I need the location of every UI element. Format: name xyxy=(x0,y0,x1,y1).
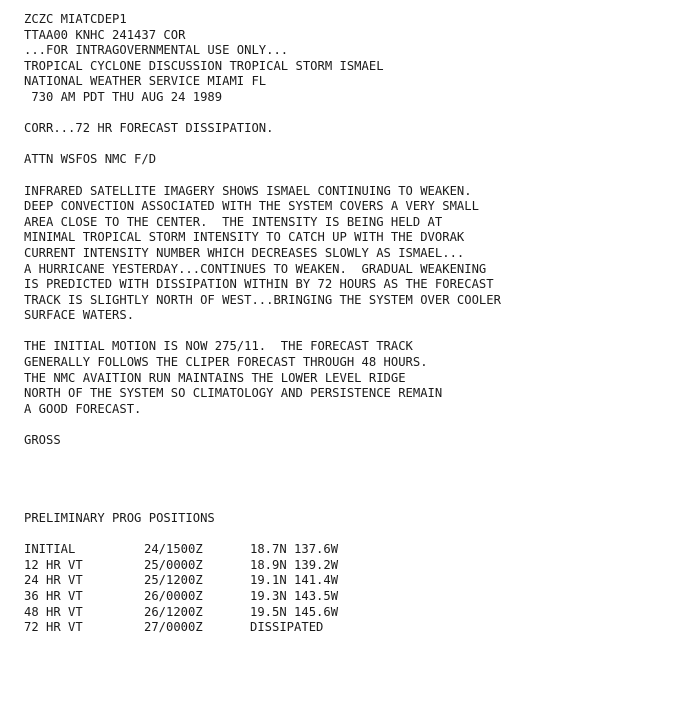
forecast-label: 24 HR VT xyxy=(24,573,83,588)
forecast-label: 36 HR VT xyxy=(24,588,83,603)
table-row xyxy=(24,542,679,558)
paragraph-line: CURRENT INTENSITY NUMBER WHICH DECREASES SLOWLY AS ISMAEL... xyxy=(24,245,465,260)
forecast-position: 18.7N 137.6W xyxy=(250,542,339,557)
forecast-time: 26/1200Z xyxy=(144,604,203,619)
paragraph-line: A HURRICANE YESTERDAY...CONTINUES TO WEAKEN. GRADUAL WEAKENING xyxy=(24,261,487,276)
paragraph-line: MINIMAL TROPICAL STORM INTENSITY TO CATCH UP WITH THE DVORAK xyxy=(24,230,465,245)
header-line: TROPICAL CYCLONE DISCUSSION TROPICAL STORM ISMAEL xyxy=(24,58,384,73)
forecast-time: 25/0000Z xyxy=(144,557,203,572)
discussion-paragraph-2 xyxy=(24,339,679,417)
paragraph-line: IS PREDICTED WITH DISSIPATION WITHIN BY 72 HOURS AS THE FORECAST xyxy=(24,277,494,292)
paragraph-line: THE NMC AVAITION RUN MAINTAINS THE LOWER LEVEL RIDGE xyxy=(24,370,406,385)
forecast-time: 24/1500Z xyxy=(144,542,203,557)
attention-line: ATTN WSFOS NMC F/D xyxy=(24,152,157,167)
paragraph-line: GENERALLY FOLLOWS THE CLIPER FORECAST THROUGH 48 HOURS. xyxy=(24,355,428,370)
forecast-label: INITIAL xyxy=(24,542,76,557)
header-line: ZCZC MIATCDEP1 xyxy=(24,12,127,26)
paragraph-line: A GOOD FORECAST. xyxy=(24,401,142,416)
spacer xyxy=(24,449,679,496)
discussion-paragraph-1 xyxy=(24,184,679,324)
spacer xyxy=(24,527,679,543)
spacer xyxy=(24,417,679,433)
forecast-label: 48 HR VT xyxy=(24,604,83,619)
forecast-position: DISSIPATED xyxy=(250,620,324,635)
table-row xyxy=(24,558,679,574)
forecast-position: 19.3N 143.5W xyxy=(250,588,339,603)
header-line: 730 AM PDT THU AUG 24 1989 xyxy=(24,89,223,104)
table-row xyxy=(24,573,679,589)
paragraph-line: INFRARED SATELLITE IMAGERY SHOWS ISMAEL CONTINUING TO WEAKEN. xyxy=(24,183,472,198)
forecast-time: 25/1200Z xyxy=(144,573,203,588)
spacer xyxy=(24,324,679,340)
forecast-position: 19.5N 145.6W xyxy=(250,604,339,619)
tropical-cyclone-discussion xyxy=(24,12,679,636)
paragraph-line: AREA CLOSE TO THE CENTER. THE INTENSITY IS BEING HELD AT xyxy=(24,214,443,229)
paragraph-line: NORTH OF THE SYSTEM SO CLIMATOLOGY AND PERSISTENCE REMAIN xyxy=(24,386,443,401)
paragraph-line: DEEP CONVECTION ASSOCIATED WITH THE SYSTEM COVERS A VERY SMALL xyxy=(24,199,479,214)
spacer xyxy=(24,168,679,184)
table-row xyxy=(24,620,679,636)
header-line: ...FOR INTRAGOVERNMENTAL USE ONLY... xyxy=(24,43,289,58)
correction-line: CORR...72 HR FORECAST DISSIPATION. xyxy=(24,121,274,136)
spacer xyxy=(24,106,679,122)
forecast-position: 19.1N 141.4W xyxy=(250,573,339,588)
forecast-label: 72 HR VT xyxy=(24,620,83,635)
spacer xyxy=(24,495,679,511)
header-line: NATIONAL WEATHER SERVICE MIAMI FL xyxy=(24,74,267,89)
forecast-position: 18.9N 139.2W xyxy=(250,557,339,572)
paragraph-line: SURFACE WATERS. xyxy=(24,308,135,323)
table-row xyxy=(24,605,679,621)
forecast-label: 12 HR VT xyxy=(24,557,83,572)
prog-positions-table xyxy=(24,542,679,636)
forecaster-signature: GROSS xyxy=(24,433,61,448)
paragraph-line: THE INITIAL MOTION IS NOW 275/11. THE FORECAST TRACK xyxy=(24,339,413,354)
forecast-time: 27/0000Z xyxy=(144,620,203,635)
table-row xyxy=(24,589,679,605)
paragraph-line: TRACK IS SLIGHTLY NORTH OF WEST...BRINGING THE SYSTEM OVER COOLER xyxy=(24,292,501,307)
prog-positions-title: PRELIMINARY PROG POSITIONS xyxy=(24,511,215,526)
header-line: TTAA00 KNHC 241437 COR xyxy=(24,27,186,42)
spacer xyxy=(24,137,679,153)
forecast-time: 26/0000Z xyxy=(144,588,203,603)
header-block xyxy=(24,12,679,106)
